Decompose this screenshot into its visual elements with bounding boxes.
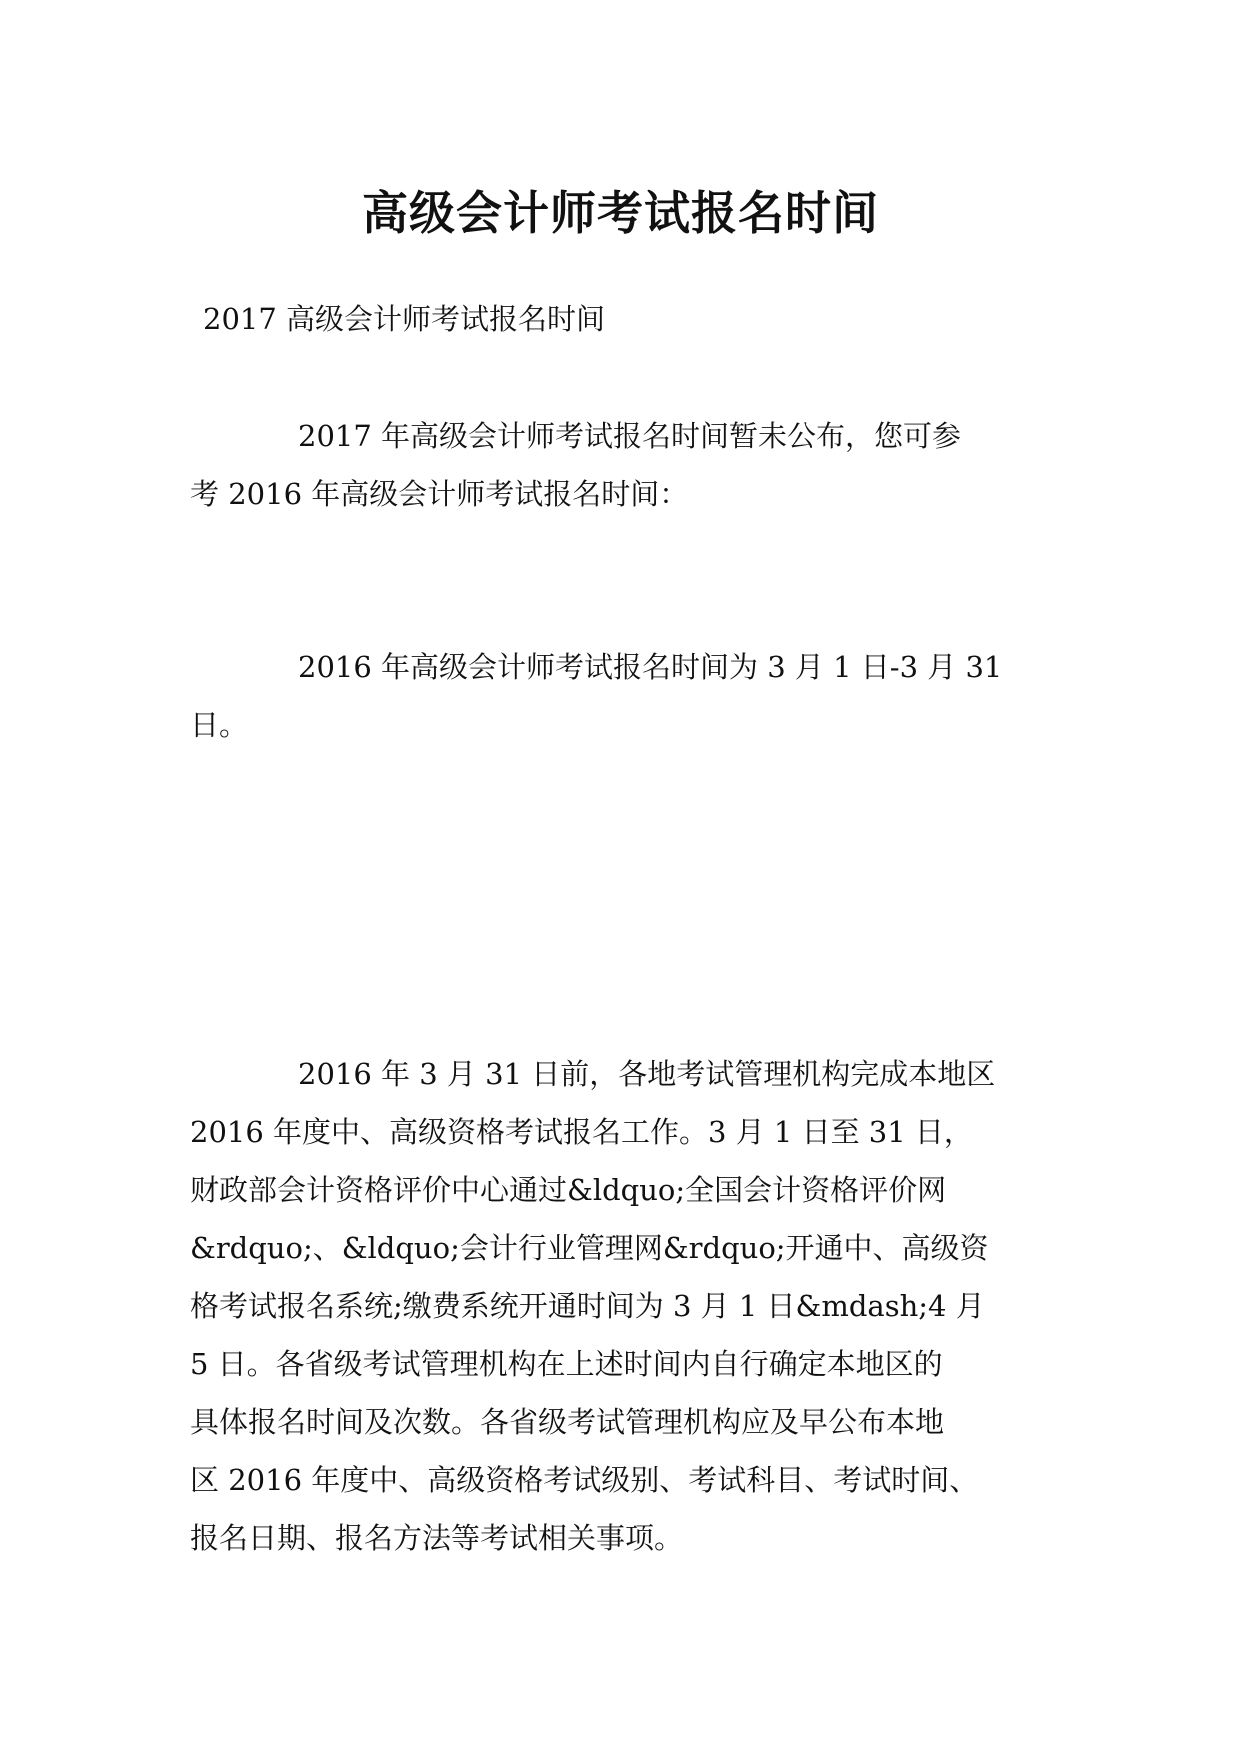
document-subtitle: 2017 高级会计师考试报名时间 <box>203 302 606 336</box>
paragraph-3 <box>190 1045 995 1567</box>
paragraph-line: 具体报名时间及次数。各省级考试管理机构应及早公布本地 <box>190 1405 945 1439</box>
paragraph-line: 5 日。各省级考试管理机构在上述时间内自行确定本地区的 <box>190 1347 943 1381</box>
paragraph-line: 2016 年度中、高级资格考试报名工作。3 月 1 日至 31 日， <box>190 1115 973 1149</box>
paragraph-line: 区 2016 年度中、高级资格考试级别、考试科目、考试时间、 <box>190 1463 979 1497</box>
paragraph-line: 2017 年高级会计师考试报名时间暂未公布，您可参 <box>298 419 962 453</box>
paragraph-line: &rdquo;、&ldquo;会计行业管理网&rdquo;开通中、高级资 <box>190 1231 989 1265</box>
paragraph-line: 2016 年高级会计师考试报名时间为 3 月 1 日-3 月 31 <box>298 650 1003 684</box>
paragraph-line: 财政部会计资格评价中心通过&ldquo;全国会计资格评价网 <box>190 1173 947 1207</box>
document-title: 高级会计师考试报名时间 <box>362 185 879 240</box>
paragraph-line: 报名日期、报名方法等考试相关事项。 <box>190 1521 684 1555</box>
paragraph-line: 日。 <box>190 708 249 742</box>
paragraph-line: 2016 年 3 月 31 日前，各地考试管理机构完成本地区 <box>298 1057 996 1091</box>
paragraph-2 <box>190 638 1002 754</box>
paragraph-line: 格考试报名系统;缴费系统开通时间为 3 月 1 日&mdash;4 月 <box>190 1289 985 1323</box>
paragraph-1 <box>190 407 961 523</box>
paragraph-line: 考 2016 年高级会计师考试报名时间： <box>190 477 689 511</box>
